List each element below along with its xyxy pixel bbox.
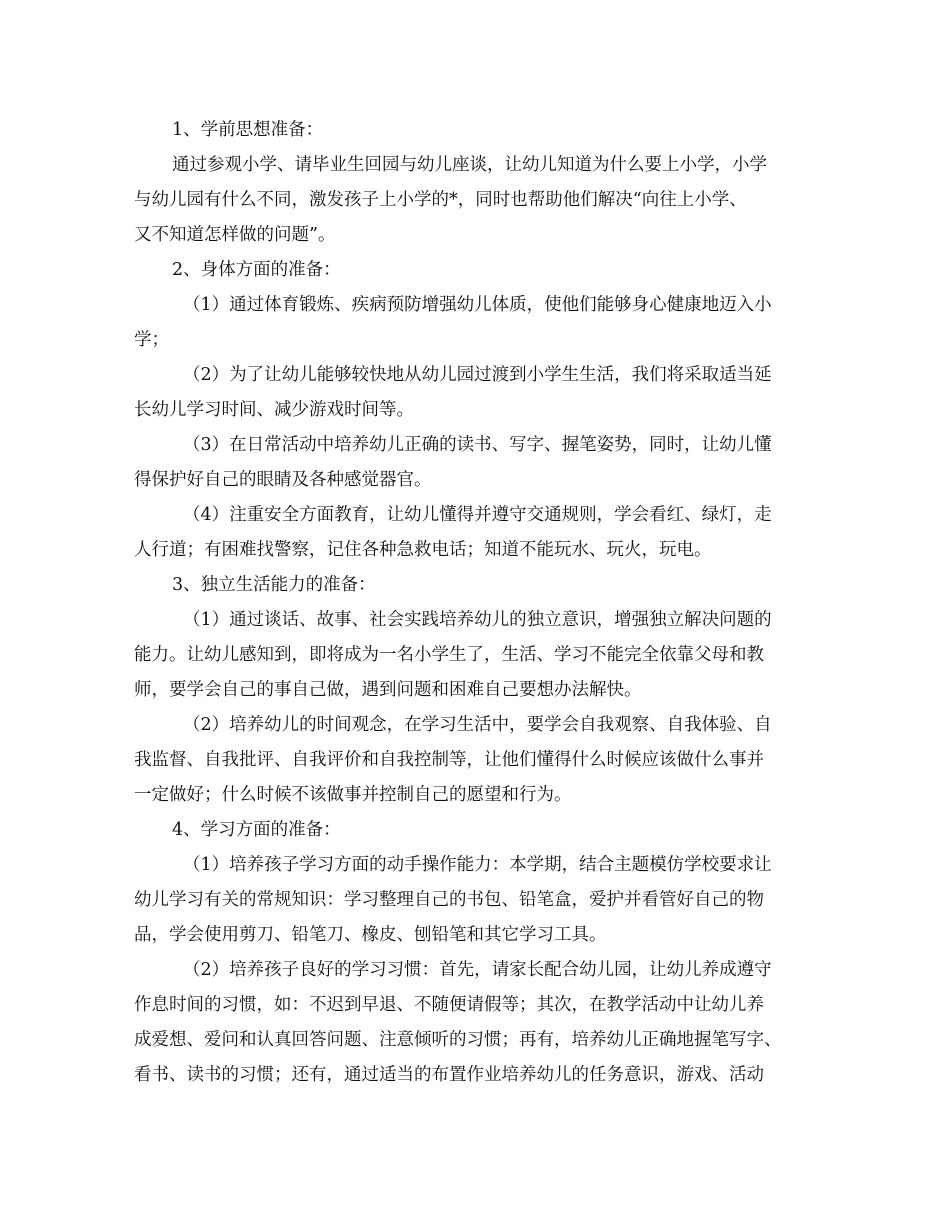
paragraph-line: 长幼儿学习时间、减少游戏时间等。	[134, 400, 414, 420]
paragraph-line: 看书、读书的习惯；还有，通过适当的布置作业培养幼儿的任务意识，游戏、活动	[134, 1065, 764, 1085]
paragraph-line: （3）在日常活动中培养幼儿正确的读书、写字、握笔姿势，同时，让幼儿懂	[183, 435, 772, 455]
paragraph-line: 品，学会使用剪刀、铅笔刀、橡皮、刨铅笔和其它学习工具。	[134, 925, 607, 945]
section-heading: 3、独立生活能力的准备：	[172, 575, 376, 595]
paragraph-line: （4）注重安全方面教育，让幼儿懂得并遵守交通规则，学会看红、绿灯，走	[183, 505, 772, 525]
paragraph-line: 通过参观小学、请毕业生回园与幼儿座谈，让幼儿知道为什么要上小学，小学	[172, 155, 767, 175]
section-heading: 1、学前思想准备：	[172, 120, 324, 140]
paragraph-line: （2）培养幼儿的时间观念，在学习生活中，要学会自我观察、自我体验、自	[183, 715, 772, 735]
paragraph-line: （1）通过体育锻炼、疾病预防增强幼儿体质，使他们能够身心健康地迈入小	[183, 295, 772, 315]
paragraph-line: （1）通过谈话、故事、社会实践培养幼儿的独立意识，增强独立解决问题的	[183, 610, 772, 630]
paragraph-line: 又不知道怎样做的问题”。	[134, 225, 336, 245]
paragraph-line: 得保护好自己的眼睛及各种感觉器官。	[134, 470, 432, 490]
section-heading: 2、身体方面的准备：	[172, 260, 341, 280]
paragraph-line: 作息时间的习惯，如：不迟到早退、不随便请假等；其次，在教学活动中让幼儿养	[134, 995, 764, 1015]
paragraph-line: 人行道；有困难找警察，记住各种急救电话；知道不能玩水、玩火，玩电。	[134, 540, 712, 560]
paragraph-line: 师，要学会自己的事自己做，遇到问题和困难自己要想办法解快。	[134, 680, 642, 700]
paragraph-line: 与幼儿园有什么不同，激发孩子上小学的*，同时也帮助他们解决“向往上小学、	[134, 190, 747, 210]
paragraph-line: （1）培养孩子学习方面的动手操作能力：本学期，结合主题模仿学校要求让	[183, 855, 772, 875]
paragraph-line: 我监督、自我批评、自我评价和自我控制等，让他们懂得什么时候应该做什么事并	[134, 750, 764, 770]
paragraph-line: 能力。让幼儿感知到，即将成为一名小学生了，生活、学习不能完全依靠父母和教	[134, 645, 764, 665]
paragraph-line: 幼儿学习有关的常规知识：学习整理自己的书包、铅笔盒，爱护并看管好自己的物	[134, 890, 764, 910]
paragraph-line: 成爱想、爱问和认真回答问题、注意倾听的习惯；再有，培养幼儿正确地握笔写字、	[134, 1030, 782, 1050]
paragraph-line: （2）为了让幼儿能够较快地从幼儿园过渡到小学生生活，我们将采取适当延	[183, 365, 772, 385]
paragraph-line: 学；	[134, 330, 169, 350]
section-heading: 4、学习方面的准备：	[172, 820, 341, 840]
paragraph-line: （2）培养孩子良好的学习习惯：首先，请家长配合幼儿园，让幼儿养成遵守	[183, 960, 772, 980]
paragraph-line: 一定做好；什么时候不该做事并控制自己的愿望和行为。	[134, 785, 572, 805]
